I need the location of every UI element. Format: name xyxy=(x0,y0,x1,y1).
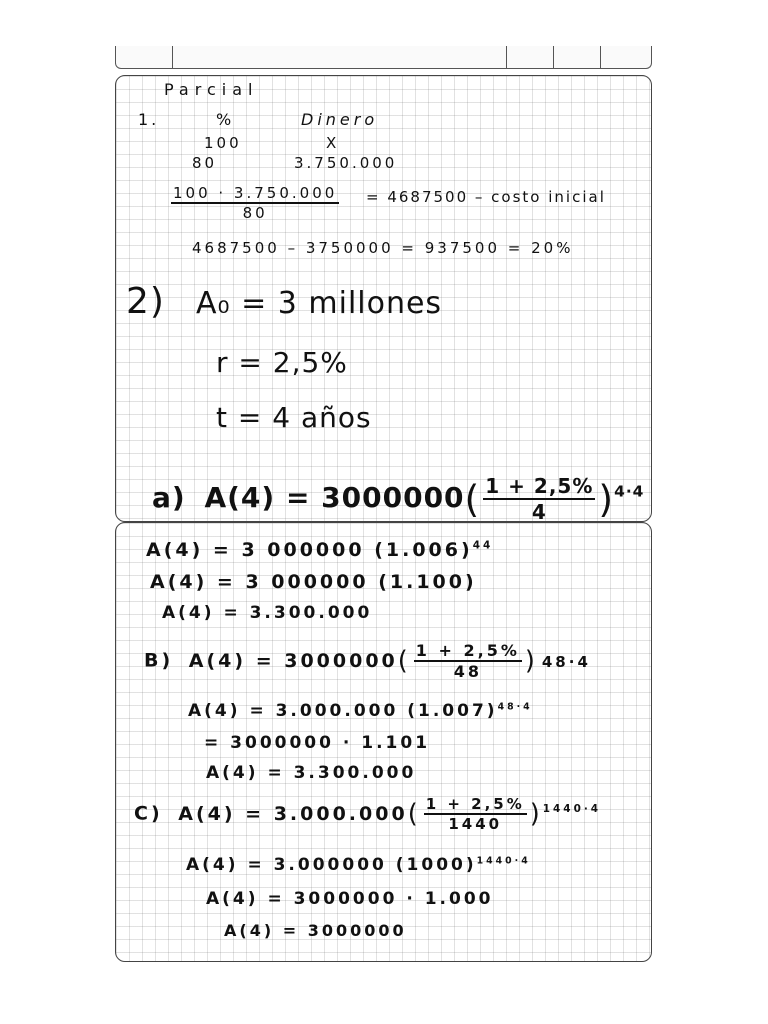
difference-line: 4687500 – 3750000 = 937500 = 20% xyxy=(192,239,574,257)
open-paren: ( xyxy=(397,646,411,676)
time-period: t = 4 años xyxy=(216,401,372,434)
part-b-exponent: 48·4 xyxy=(541,652,591,671)
row2-percent: 80 xyxy=(192,154,218,172)
part-a-frac-num: 1 + 2,5% xyxy=(485,474,594,498)
strip-divider xyxy=(172,46,173,68)
part-a-exponent: 4·4 xyxy=(614,482,645,501)
part-b-step-1-text: A(4) = 3.000.000 (1.007) xyxy=(188,701,498,721)
close-paren: ) xyxy=(529,799,543,829)
part-b-step-1 xyxy=(188,701,533,721)
notebook-card-1 xyxy=(115,75,652,522)
fraction-denominator: 80 xyxy=(242,204,268,222)
part-a-step-2: A(4) = 3 000000 (1.100) xyxy=(150,571,477,593)
part-c-step-3: A(4) = 3000000 xyxy=(224,921,407,940)
initial-amount: A₀ = 3 millones xyxy=(196,286,443,321)
part-c-frac-den: 1440 xyxy=(448,815,503,833)
column-percent-header: % xyxy=(216,110,235,129)
problem-1-number: 1. xyxy=(138,110,160,129)
previous-card-edge xyxy=(115,46,652,69)
row1-money: X xyxy=(326,134,340,152)
part-a-step-1 xyxy=(146,539,493,561)
part-c-lhs: A(4) = 3.000.000 xyxy=(178,802,408,825)
part-c-step-2: A(4) = 3000000 · 1.000 xyxy=(206,889,494,909)
part-a-step-3: A(4) = 3.300.000 xyxy=(162,603,373,623)
problem-2-number: 2) xyxy=(126,281,165,322)
rule-of-three-fraction xyxy=(168,184,342,222)
part-b-label: B) xyxy=(144,649,174,672)
row2-money: 3.750.000 xyxy=(294,154,398,172)
strip-divider xyxy=(506,46,507,68)
interest-rate: r = 2,5% xyxy=(216,346,348,379)
part-a-formula xyxy=(152,474,644,522)
part-b-frac-num: 1 + 2,5% xyxy=(415,641,520,660)
part-c-formula xyxy=(134,795,601,833)
part-b-step-2: = 3000000 · 1.101 xyxy=(204,733,431,753)
open-paren: ( xyxy=(464,477,481,521)
part-c-step-1 xyxy=(186,855,531,875)
part-c-step-1-text: A(4) = 3.000000 (1000) xyxy=(186,855,477,875)
strip-divider xyxy=(600,46,601,68)
part-c-step-1-exponent: 1440·4 xyxy=(476,855,531,867)
page-title: Parcial xyxy=(164,80,259,99)
part-b-step-3: A(4) = 3.300.000 xyxy=(206,763,417,783)
close-paren: ) xyxy=(524,646,538,676)
initial-cost-result: = 4687500 – costo inicial xyxy=(366,188,606,206)
part-a-lhs: A(4) = 3000000 xyxy=(204,481,465,514)
part-b-frac-den: 48 xyxy=(453,662,482,681)
part-a-label: a) xyxy=(152,481,186,514)
part-c-label: C) xyxy=(134,802,163,825)
open-paren: ( xyxy=(407,799,421,829)
strip-divider xyxy=(553,46,554,68)
part-c-frac-num: 1 + 2,5% xyxy=(425,795,525,813)
notebook-card-2 xyxy=(115,522,652,962)
part-b-formula xyxy=(144,641,591,681)
part-a-frac-den: 4 xyxy=(531,500,547,522)
close-paren: ) xyxy=(598,477,615,521)
fraction-numerator: 100 · 3.750.000 xyxy=(173,184,338,202)
part-a-step-1-exponent: 44 xyxy=(472,539,494,552)
column-money-header: Dinero xyxy=(301,110,379,129)
part-a-step-1-text: A(4) = 3 000000 (1.006) xyxy=(146,539,473,561)
part-b-step-1-exponent: 48·4 xyxy=(497,701,533,713)
row1-percent: 100 xyxy=(204,134,242,152)
part-b-lhs: A(4) = 3000000 xyxy=(188,649,398,672)
part-c-exponent: 1440·4 xyxy=(542,803,602,816)
